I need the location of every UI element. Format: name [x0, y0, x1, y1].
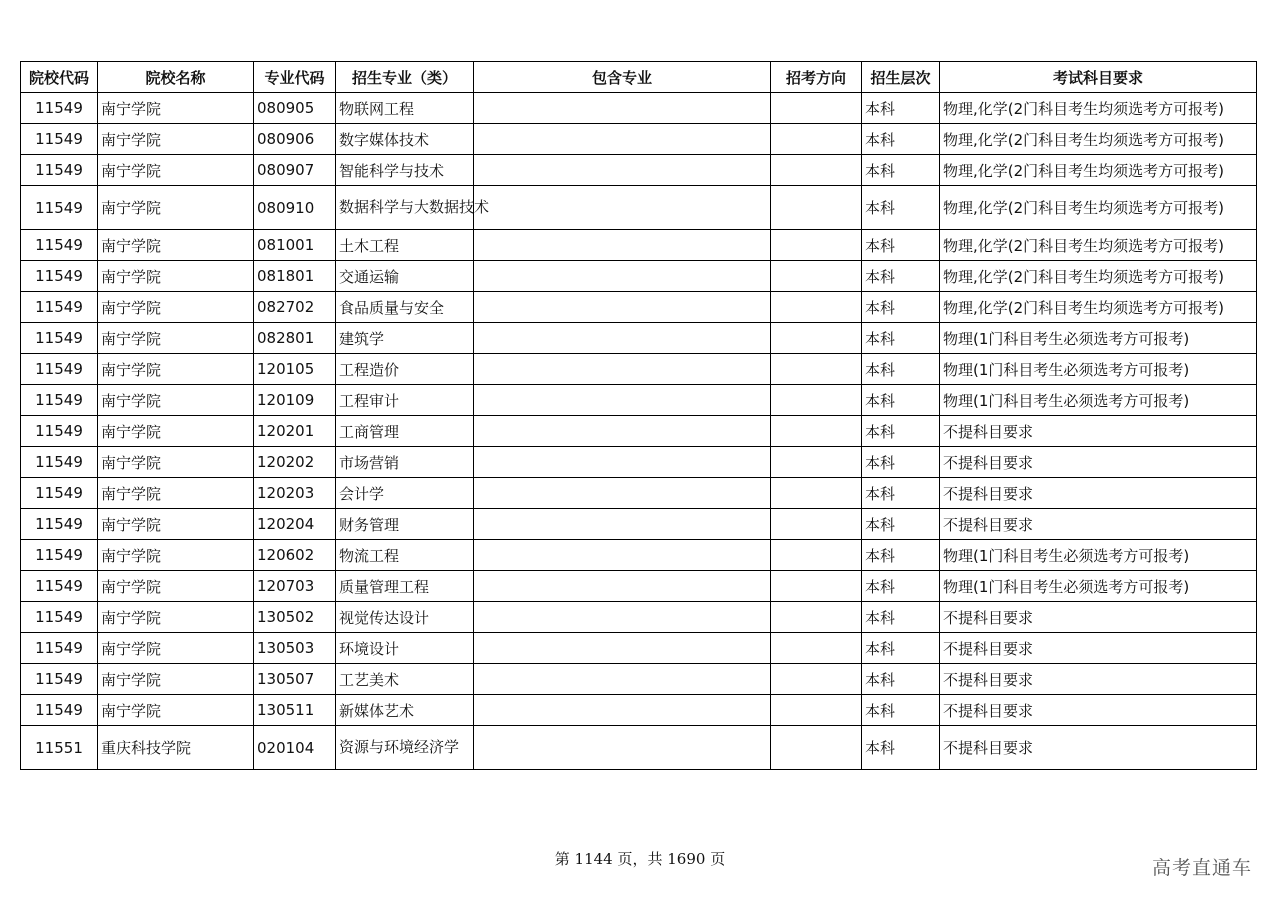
- cell-school-name: 南宁学院: [98, 478, 254, 509]
- cell-direction: [771, 354, 862, 385]
- cell-direction: [771, 155, 862, 186]
- cell-direction: [771, 385, 862, 416]
- table-row: [21, 155, 1257, 186]
- cell-school-name: 南宁学院: [98, 230, 254, 261]
- cell-major-code: 120109: [254, 385, 336, 416]
- cell-includes: [474, 416, 771, 447]
- cell-school-code: 11549: [21, 354, 98, 385]
- cell-major: 会计学: [336, 478, 474, 509]
- cell-school-code: 11549: [21, 416, 98, 447]
- cell-requirement: 不提科目要求: [940, 416, 1257, 447]
- cell-includes: [474, 93, 771, 124]
- cell-requirement: 物理(1门科目考生必须选考方可报考): [940, 571, 1257, 602]
- cell-requirement: 不提科目要求: [940, 447, 1257, 478]
- cell-major-code: 020104: [254, 726, 336, 770]
- table-row: [21, 385, 1257, 416]
- cell-includes: [474, 124, 771, 155]
- cell-level: 本科: [862, 602, 940, 633]
- cell-major: 物流工程: [336, 540, 474, 571]
- header-requirement: 考试科目要求: [940, 62, 1257, 93]
- cell-requirement: 物理,化学(2门科目考生均须选考方可报考): [940, 155, 1257, 186]
- cell-direction: [771, 93, 862, 124]
- cell-major: 物联网工程: [336, 93, 474, 124]
- cell-direction: [771, 540, 862, 571]
- cell-school-code: 11549: [21, 93, 98, 124]
- cell-major: 工程审计: [336, 385, 474, 416]
- cell-school-name: 南宁学院: [98, 124, 254, 155]
- cell-major-code: 130503: [254, 633, 336, 664]
- cell-school-code: 11551: [21, 726, 98, 770]
- cell-direction: [771, 509, 862, 540]
- cell-school-name: 南宁学院: [98, 695, 254, 726]
- cell-major: 环境设计: [336, 633, 474, 664]
- table-row: [21, 571, 1257, 602]
- cell-school-name: 南宁学院: [98, 93, 254, 124]
- table-row: [21, 354, 1257, 385]
- table-row: [21, 416, 1257, 447]
- cell-level: 本科: [862, 478, 940, 509]
- table-row: [21, 509, 1257, 540]
- header-major: 招生专业（类）: [336, 62, 474, 93]
- cell-includes: [474, 478, 771, 509]
- cell-school-code: 11549: [21, 447, 98, 478]
- cell-level: 本科: [862, 695, 940, 726]
- cell-level: 本科: [862, 230, 940, 261]
- cell-level: 本科: [862, 540, 940, 571]
- cell-includes: [474, 509, 771, 540]
- cell-level: 本科: [862, 509, 940, 540]
- header-school-name: 院校名称: [98, 62, 254, 93]
- cell-school-name: 南宁学院: [98, 602, 254, 633]
- cell-major-code: 120203: [254, 478, 336, 509]
- watermark: 高考直通车: [1151, 857, 1252, 879]
- cell-major-code: 120703: [254, 571, 336, 602]
- cell-level: 本科: [862, 323, 940, 354]
- header-school-code: 院校代码: [21, 62, 98, 93]
- cell-level: 本科: [862, 447, 940, 478]
- cell-level: 本科: [862, 354, 940, 385]
- table-row: [21, 292, 1257, 323]
- cell-school-code: 11549: [21, 292, 98, 323]
- cell-requirement: 物理,化学(2门科目考生均须选考方可报考): [940, 93, 1257, 124]
- cell-includes: [474, 571, 771, 602]
- cell-includes: [474, 726, 771, 770]
- cell-major-code: 082801: [254, 323, 336, 354]
- cell-level: 本科: [862, 726, 940, 770]
- table-row: [21, 93, 1257, 124]
- cell-requirement: 物理,化学(2门科目考生均须选考方可报考): [940, 230, 1257, 261]
- cell-school-code: 11549: [21, 633, 98, 664]
- cell-level: 本科: [862, 633, 940, 664]
- cell-requirement: 物理(1门科目考生必须选考方可报考): [940, 540, 1257, 571]
- cell-direction: [771, 447, 862, 478]
- cell-requirement: 不提科目要求: [940, 509, 1257, 540]
- cell-major: 数字媒体技术: [336, 124, 474, 155]
- cell-level: 本科: [862, 124, 940, 155]
- header-major-code: 专业代码: [254, 62, 336, 93]
- cell-school-name: 南宁学院: [98, 633, 254, 664]
- cell-major-code: 130511: [254, 695, 336, 726]
- cell-requirement: 不提科目要求: [940, 633, 1257, 664]
- cell-level: 本科: [862, 261, 940, 292]
- cell-direction: [771, 186, 862, 230]
- cell-school-code: 11549: [21, 230, 98, 261]
- cell-school-code: 11549: [21, 261, 98, 292]
- header-level: 招生层次: [862, 62, 940, 93]
- cell-major-code: 081801: [254, 261, 336, 292]
- cell-school-code: 11549: [21, 602, 98, 633]
- cell-school-name: 南宁学院: [98, 509, 254, 540]
- cell-direction: [771, 416, 862, 447]
- cell-school-name: 南宁学院: [98, 447, 254, 478]
- cell-direction: [771, 478, 862, 509]
- cell-direction: [771, 602, 862, 633]
- cell-major-code: 130507: [254, 664, 336, 695]
- cell-requirement: 不提科目要求: [940, 478, 1257, 509]
- cell-school-name: 南宁学院: [98, 540, 254, 571]
- cell-includes: [474, 633, 771, 664]
- cell-requirement: 物理,化学(2门科目考生均须选考方可报考): [940, 261, 1257, 292]
- header-row: [21, 62, 1257, 93]
- cell-includes: [474, 292, 771, 323]
- cell-includes: [474, 540, 771, 571]
- cell-school-name: 南宁学院: [98, 416, 254, 447]
- admissions-table: [20, 61, 1257, 770]
- cell-school-name: 南宁学院: [98, 323, 254, 354]
- cell-requirement: 不提科目要求: [940, 726, 1257, 770]
- cell-major-code: 120202: [254, 447, 336, 478]
- cell-major-code: 130502: [254, 602, 336, 633]
- header-includes: 包含专业: [474, 62, 771, 93]
- cell-direction: [771, 664, 862, 695]
- cell-direction: [771, 726, 862, 770]
- cell-school-code: 11549: [21, 385, 98, 416]
- table-row: [21, 261, 1257, 292]
- cell-major: 工程造价: [336, 354, 474, 385]
- cell-school-name: 南宁学院: [98, 385, 254, 416]
- cell-major: 工艺美术: [336, 664, 474, 695]
- cell-major: 交通运输: [336, 261, 474, 292]
- cell-school-code: 11549: [21, 695, 98, 726]
- table-row: [21, 323, 1257, 354]
- header-direction: 招考方向: [771, 62, 862, 93]
- cell-level: 本科: [862, 416, 940, 447]
- cell-includes: [474, 230, 771, 261]
- page-number: 第 1144 页，共 1690 页: [554, 850, 726, 868]
- cell-includes: [474, 664, 771, 695]
- cell-requirement: 物理,化学(2门科目考生均须选考方可报考): [940, 186, 1257, 230]
- cell-requirement: 物理(1门科目考生必须选考方可报考): [940, 385, 1257, 416]
- cell-major-code: 120201: [254, 416, 336, 447]
- cell-school-name: 南宁学院: [98, 155, 254, 186]
- cell-requirement: 物理,化学(2门科目考生均须选考方可报考): [940, 292, 1257, 323]
- cell-school-code: 11549: [21, 571, 98, 602]
- cell-includes: [474, 323, 771, 354]
- cell-includes: [474, 447, 771, 478]
- cell-major-code: 082702: [254, 292, 336, 323]
- cell-requirement: 不提科目要求: [940, 602, 1257, 633]
- cell-major: 财务管理: [336, 509, 474, 540]
- cell-major-code: 080910: [254, 186, 336, 230]
- table-row: [21, 633, 1257, 664]
- cell-includes: [474, 354, 771, 385]
- cell-school-name: 南宁学院: [98, 664, 254, 695]
- cell-school-name: 南宁学院: [98, 571, 254, 602]
- cell-requirement: 物理(1门科目考生必须选考方可报考): [940, 323, 1257, 354]
- cell-major-code: 120602: [254, 540, 336, 571]
- table-row: [21, 478, 1257, 509]
- table-row: [21, 124, 1257, 155]
- cell-school-name: 重庆科技学院: [98, 726, 254, 770]
- cell-level: 本科: [862, 385, 940, 416]
- cell-major: 数据科学与大数据技术: [336, 186, 474, 230]
- cell-direction: [771, 571, 862, 602]
- cell-school-code: 11549: [21, 124, 98, 155]
- table-row: [21, 664, 1257, 695]
- cell-major-code: 120105: [254, 354, 336, 385]
- table-row: [21, 726, 1257, 770]
- cell-school-name: 南宁学院: [98, 261, 254, 292]
- cell-school-code: 11549: [21, 478, 98, 509]
- cell-level: 本科: [862, 186, 940, 230]
- cell-includes: [474, 155, 771, 186]
- cell-school-code: 11549: [21, 664, 98, 695]
- cell-direction: [771, 323, 862, 354]
- cell-includes: [474, 695, 771, 726]
- cell-includes: [474, 186, 771, 230]
- cell-level: 本科: [862, 155, 940, 186]
- cell-level: 本科: [862, 571, 940, 602]
- cell-level: 本科: [862, 292, 940, 323]
- cell-school-name: 南宁学院: [98, 186, 254, 230]
- cell-major: 质量管理工程: [336, 571, 474, 602]
- cell-level: 本科: [862, 93, 940, 124]
- cell-school-code: 11549: [21, 509, 98, 540]
- cell-level: 本科: [862, 664, 940, 695]
- cell-major-code: 080907: [254, 155, 336, 186]
- cell-major: 工商管理: [336, 416, 474, 447]
- cell-direction: [771, 230, 862, 261]
- cell-includes: [474, 261, 771, 292]
- cell-includes: [474, 602, 771, 633]
- table-row: [21, 602, 1257, 633]
- cell-requirement: 物理,化学(2门科目考生均须选考方可报考): [940, 124, 1257, 155]
- cell-major: 资源与环境经济学: [336, 726, 474, 770]
- table-row: [21, 230, 1257, 261]
- cell-school-code: 11549: [21, 323, 98, 354]
- cell-major: 建筑学: [336, 323, 474, 354]
- cell-direction: [771, 695, 862, 726]
- cell-school-code: 11549: [21, 186, 98, 230]
- cell-major-code: 080905: [254, 93, 336, 124]
- cell-direction: [771, 292, 862, 323]
- cell-school-name: 南宁学院: [98, 292, 254, 323]
- cell-major: 土木工程: [336, 230, 474, 261]
- cell-direction: [771, 633, 862, 664]
- cell-school-name: 南宁学院: [98, 354, 254, 385]
- cell-major: 食品质量与安全: [336, 292, 474, 323]
- table-row: [21, 447, 1257, 478]
- cell-major: 新媒体艺术: [336, 695, 474, 726]
- cell-requirement: 不提科目要求: [940, 664, 1257, 695]
- cell-school-code: 11549: [21, 155, 98, 186]
- cell-direction: [771, 261, 862, 292]
- cell-major-code: 120204: [254, 509, 336, 540]
- table-row: [21, 695, 1257, 726]
- cell-major-code: 081001: [254, 230, 336, 261]
- cell-direction: [771, 124, 862, 155]
- cell-requirement: 不提科目要求: [940, 695, 1257, 726]
- cell-major: 智能科学与技术: [336, 155, 474, 186]
- cell-major-code: 080906: [254, 124, 336, 155]
- table-row: [21, 186, 1257, 230]
- cell-major: 市场营销: [336, 447, 474, 478]
- cell-requirement: 物理(1门科目考生必须选考方可报考): [940, 354, 1257, 385]
- cell-major: 视觉传达设计: [336, 602, 474, 633]
- table-row: [21, 540, 1257, 571]
- cell-school-code: 11549: [21, 540, 98, 571]
- cell-includes: [474, 385, 771, 416]
